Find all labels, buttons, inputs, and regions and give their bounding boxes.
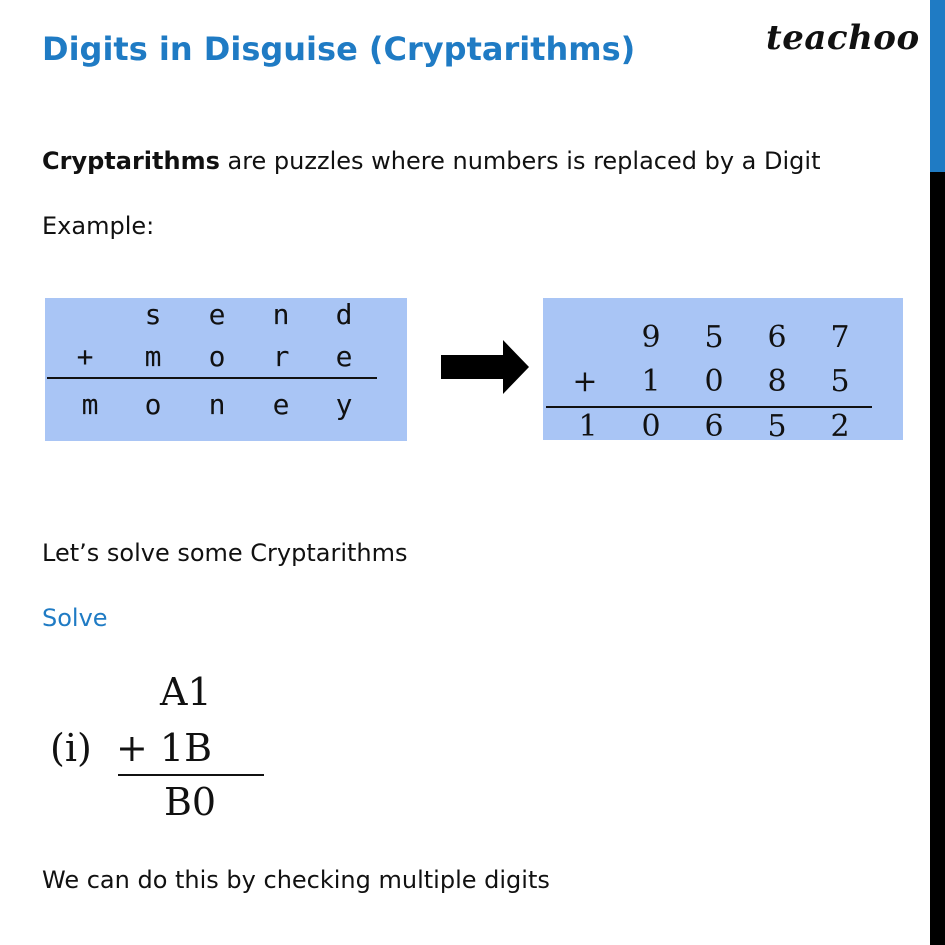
intro-term: Cryptarithms	[42, 147, 220, 175]
puzzle-row2-cell: m	[144, 340, 162, 373]
example-label: Example:	[42, 212, 155, 240]
solution-result-cell: 0	[641, 409, 661, 440]
puzzle-result-cell: e	[272, 388, 290, 421]
solution-row2-cell: 5	[830, 364, 850, 399]
problem-sum-line	[118, 774, 264, 776]
solution-row1-cell: 9	[641, 320, 661, 355]
problem-addend-row: + 1B	[116, 726, 213, 770]
solution-row1-cell: 5	[704, 320, 724, 355]
solution-box	[543, 298, 903, 440]
puzzle-result-cell: o	[144, 388, 162, 421]
solution-sum-line	[546, 406, 872, 408]
page-title: Digits in Disguise (Cryptarithms)	[42, 30, 636, 68]
solution-row1-cell: 6	[767, 320, 787, 355]
solution-row2-cell: 0	[704, 364, 724, 399]
puzzle-operator: +	[76, 340, 94, 373]
solution-result-cell: 6	[704, 409, 724, 440]
puzzle-row2-cell: o	[208, 340, 226, 373]
problem-i	[50, 670, 280, 830]
puzzle-row1-cell: n	[272, 298, 290, 331]
solution-result-cell: 5	[767, 409, 787, 440]
solve-label: Solve	[42, 604, 108, 632]
solution-row2-cell: 1	[641, 364, 661, 399]
solution-row1-cell: 7	[830, 320, 850, 355]
puzzle-row1-cell: d	[335, 298, 353, 331]
puzzle-row1-cell: s	[144, 298, 162, 331]
puzzle-box	[45, 298, 407, 441]
edge-bar-accent	[930, 0, 945, 172]
solution-operator: +	[572, 364, 598, 399]
problem-top-row: A1	[160, 670, 212, 714]
method-text: We can do this by checking multiple digits	[42, 866, 550, 894]
right-arrow-icon	[441, 338, 531, 396]
solution-result-cell: 1	[578, 409, 598, 440]
puzzle-result-cell: n	[208, 388, 226, 421]
problem-result-row: B0	[164, 780, 217, 824]
puzzle-sum-line	[47, 377, 377, 379]
intro-text	[42, 147, 820, 175]
solve-intro: Let’s solve some Cryptarithms	[42, 539, 408, 567]
puzzle-row2-cell: r	[272, 340, 290, 373]
solution-row2-cell: 8	[767, 364, 787, 399]
brand-logo: teachoo	[766, 18, 920, 58]
puzzle-row2-cell: e	[335, 340, 353, 373]
intro-definition: are puzzles where numbers is replaced by a Digit	[219, 147, 821, 175]
puzzle-row1-cell: e	[208, 298, 226, 331]
puzzle-result-cell: y	[335, 388, 353, 421]
solution-result-cell: 2	[830, 409, 850, 440]
puzzle-result-cell: m	[81, 388, 99, 421]
problem-label: (i)	[50, 726, 92, 770]
